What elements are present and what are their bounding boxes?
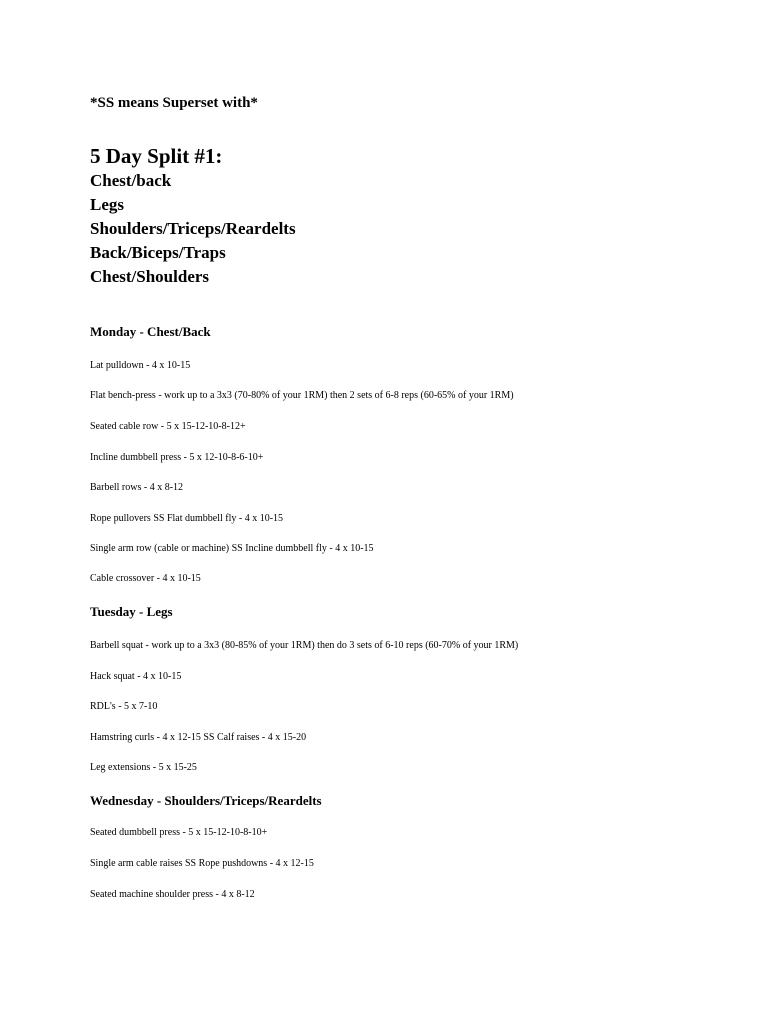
exercise-line: Single arm cable raises SS Rope pushdowns - 4 x 12-15 xyxy=(90,858,314,869)
day-heading-monday: Monday - Chest/Back xyxy=(90,324,211,339)
exercise-line: Seated cable row - 5 x 15-12-10-8-12+ xyxy=(90,421,246,432)
exercise-line: Lat pulldown - 4 x 10-15 xyxy=(90,360,191,371)
split-title: 5 Day Split #1: xyxy=(90,144,223,168)
split-day-item: Shoulders/Triceps/Reardelts xyxy=(90,219,296,238)
exercise-line: Hack squat - 4 x 10-15 xyxy=(90,671,182,682)
exercise-line: Seated dumbbell press - 5 x 15-12-10-8-10+ xyxy=(90,827,268,838)
exercise-line: Hamstring curls - 4 x 12-15 SS Calf raises - 4 x 15-20 xyxy=(90,732,307,743)
day-heading-tuesday: Tuesday - Legs xyxy=(90,604,173,619)
exercise-line: Incline dumbbell press - 5 x 12-10-8-6-10+ xyxy=(90,452,264,463)
exercise-line: Seated machine shoulder press - 4 x 8-12 xyxy=(90,889,255,900)
day-heading-wednesday: Wednesday - Shoulders/Triceps/Reardelts xyxy=(90,793,322,808)
exercise-line: Barbell squat - work up to a 3x3 (80-85% of your 1RM) then do 3 sets of 6-10 reps (60-70% of your 1RM) xyxy=(90,640,519,651)
exercise-line: Flat bench-press - work up to a 3x3 (70-80% of your 1RM) then 2 sets of 6-8 reps (60-65% of your 1RM) xyxy=(90,390,514,401)
exercise-line: Rope pullovers SS Flat dumbbell fly - 4 x 10-15 xyxy=(90,513,284,524)
split-day-item: Back/Biceps/Traps xyxy=(90,243,226,262)
exercise-line: Barbell rows - 4 x 8-12 xyxy=(90,482,184,493)
split-day-item: Chest/back xyxy=(90,171,172,190)
exercise-line: Cable crossover - 4 x 10-15 xyxy=(90,573,201,584)
exercise-line: Leg extensions - 5 x 15-25 xyxy=(90,762,197,773)
exercise-line: Single arm row (cable or machine) SS Incline dumbbell fly - 4 x 10-15 xyxy=(90,543,374,554)
exercise-line: RDL's - 5 x 7-10 xyxy=(90,701,158,712)
split-day-list xyxy=(90,169,296,289)
split-day-item: Chest/Shoulders xyxy=(90,267,210,286)
superset-note: *SS means Superset with* xyxy=(90,95,258,111)
split-day-item: Legs xyxy=(90,195,124,214)
